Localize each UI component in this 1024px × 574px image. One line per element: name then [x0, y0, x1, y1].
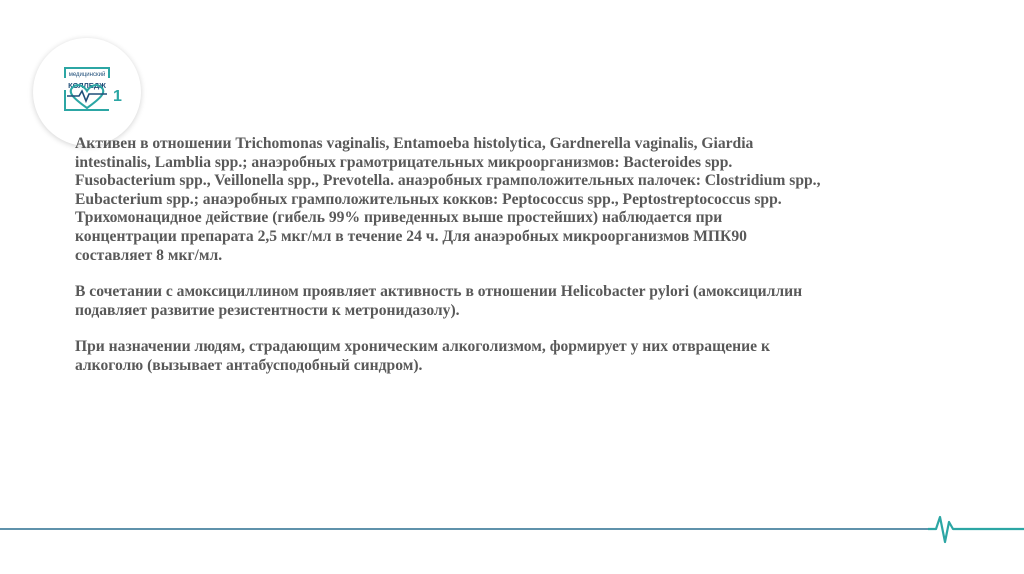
text-line: intestinalis, Lamblia spp.; анаэробных грамотрицательных микроорганизмов: Bacteroides spp.	[75, 153, 733, 171]
text-line: алкоголю (вызывает антабусподобный синдром).	[75, 356, 423, 374]
footer-pulse-line	[0, 500, 1024, 560]
text-line: Fusobacterium spp., Veillonella spp., Prevotella. анаэробных грамположительных палочек: Clostridium spp.,	[75, 172, 821, 190]
text-line: Трихомонацидное действие (гибель 99% приведенных выше простейших) наблюдается при	[75, 209, 723, 227]
text-line: составляет 8 мкг/мл.	[75, 246, 223, 264]
heart-pulse-icon	[33, 38, 141, 146]
paragraph-alcoholism	[75, 338, 955, 375]
paragraph-activity	[75, 135, 955, 265]
text-line: концентрации препарата 2,5 мкг/мл в течение 24 ч. Для анаэробных микроорганизмов МПК90	[75, 227, 747, 245]
text-content	[75, 135, 955, 394]
logo-top-text: медицинский	[68, 72, 106, 78]
text-line: подавляет развитие резистентности к метронидазолу).	[75, 301, 460, 319]
paragraph-helicobacter	[75, 283, 955, 320]
text-line: При назначении людям, страдающим хроническим алкоголизмом, формирует у них отвращение к	[75, 338, 770, 356]
logo-main-text: КОЛЛЕДЖ	[68, 81, 106, 90]
text-line: Активен в отношении Trichomonas vaginalis, Entamoeba histolytica, Gardnerella vaginalis, Giardia	[75, 135, 754, 152]
text-line: В сочетании с амоксициллином проявляет активность в отношении Helicobacter pylori (амоксициллин	[75, 283, 803, 301]
text-line: Eubacterium spp.; анаэробных грамположительных кокков: Peptococcus spp., Peptostreptococcus spp.	[75, 190, 782, 208]
college-logo	[33, 38, 141, 146]
logo-number: 1	[113, 88, 122, 105]
